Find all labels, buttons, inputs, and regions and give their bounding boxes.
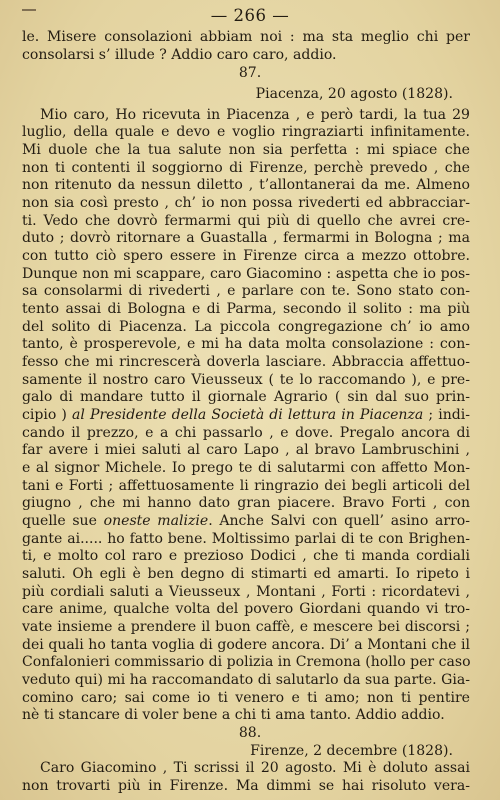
text-line: e al signor Michele. Io prego te di salutarmi con affetto Mon- — [22, 460, 470, 476]
text-line: con tutto ciò spero essere in Firenze circa a mezzo ottobre. — [22, 248, 470, 264]
text-line: del solito di Piacenza. La piccola congregazione ch’ io amo — [22, 318, 470, 335]
text-line: comino caro; sai come io ti venero e ti amo; non ti pentire — [22, 689, 470, 706]
text-line: non ti contenti il soggiorno di Firenze, perchè prevedo , che — [22, 159, 470, 176]
text-line: non sia così presto , ch’ io non possa rivederti ed abbracciar- — [22, 195, 470, 212]
text-span: . Anche Salvi con quell’ asino arro- — [208, 513, 470, 529]
text-line — [22, 513, 470, 531]
letter-number: 87. — [238, 65, 262, 82]
text-line: fesso che mi rincrescerà doverla lasciare. Abbraccia affettuo- — [22, 354, 470, 370]
text-line: Confalonieri commissario di polizia in Cremona (hollo per caso — [22, 654, 471, 671]
letter-number: 88. — [238, 725, 262, 741]
text-line: tento assai di Bologna e di Parma, secondo il solito : ma più — [22, 301, 470, 317]
text-line: più cordiali saluti a Vieusseux , Montani , Forti : ricordatevi , — [22, 583, 470, 600]
italic-phrase: oneste malizie — [103, 513, 209, 529]
text-span: ; indi- — [423, 407, 470, 423]
text-line: far avere i miei saluti al caro Lapo , al bravo Lambruschini , — [22, 442, 470, 459]
italic-title: al Presidente della Società di lettura in Piacenza — [72, 407, 424, 423]
text-line: nè ti stancare di voler bene a chi ti ama tanto. Addio addio. — [22, 707, 445, 724]
text-line: care anime, qualche volta del povero Giordani quando vi tro- — [22, 601, 470, 618]
text-line: consolarsi s’ illude ? Addio caro caro, addio. — [22, 46, 337, 63]
text-line: ti, e molto col raro e prezioso Dodici , che ti manda cordiali — [22, 548, 470, 565]
text-line: cando il prezzo, e a chi passarlo , e dove. Pregalo ancora di — [22, 424, 470, 441]
text-line — [22, 407, 470, 425]
text-span: cipio ) — [22, 407, 73, 423]
text-line: saluti. Oh egli è ben degno di stimarti ed amarti. Io ripeto i — [22, 566, 470, 582]
letter-dateline: Firenze, 2 decembre (1828). — [250, 742, 453, 759]
text-span: quelle sue — [22, 513, 104, 529]
letter-dateline: Piacenza, 20 agosto (1828). — [255, 85, 453, 102]
text-line: galo di mandare tutto il giornale Agrario ( sin dal suo prin- — [22, 389, 470, 406]
text-line: duto ; dovrò ritornare a Guastalla , fermarmi in Bologna ; ma — [22, 230, 470, 247]
text-line: samente il nostro caro Vieusseux ( te lo raccomando ), e pre- — [22, 371, 470, 388]
text-line: non trovarti più in Firenze. Ma dimmi se hai risoluto vera- — [22, 778, 470, 794]
text-line: giugno , che mi hanno dato gran piacere. Bravo Forti , con — [22, 495, 470, 512]
text-line: vate insieme a prendere il buon caffè, e mescere bei discorsi ; — [22, 619, 470, 635]
text-line: dei quali ho tanta voglia di godere ancora. Di’ a Montani che il — [22, 636, 470, 653]
text-line: tanto, è prosperevole, e mi ha data molta consolazione : con- — [22, 336, 470, 353]
text-line: sa consolarmi di rivederti , e parlare con te. Sono stato con- — [22, 283, 470, 300]
page-number: — 266 — — [210, 6, 290, 25]
text-line: ti. Vedo che dovrò fermarmi qui più di quello che avrei cre- — [22, 212, 470, 229]
text-line: luglio, della quale e devo e voglio ringraziarti infinitamente. — [22, 124, 470, 141]
text-line: le. Misere consolazioni abbiam noi : ma sta meglio chi per — [22, 29, 470, 45]
text-line: gante ai..... ho fatto bene. Moltissimo parlai di te con Brighen- — [22, 530, 470, 547]
text-line: non ritenuto da nessun diletto , t’allontanerai da me. Almeno — [22, 177, 470, 194]
text-line: Dunque non mi scappare, caro Giacomino : aspetta che io pos- — [22, 265, 470, 282]
text-line: veduto qui) mi ha raccomandato di salutarlo da sua parte. Gia- — [22, 672, 470, 688]
text-line: tani e Forti ; affettuosamente li ringrazio dei begli articoli del — [22, 477, 470, 494]
text-line: Caro Giacomino , Ti scrissi il 20 agosto. Mi è doluto assai — [40, 760, 470, 777]
text-line: Mio caro, Ho ricevuta in Piacenza , e però tardi, la tua 29 — [40, 106, 470, 123]
text-line: Mi duole che la tua salute non sia perfetta : mi spiace che — [22, 142, 470, 159]
